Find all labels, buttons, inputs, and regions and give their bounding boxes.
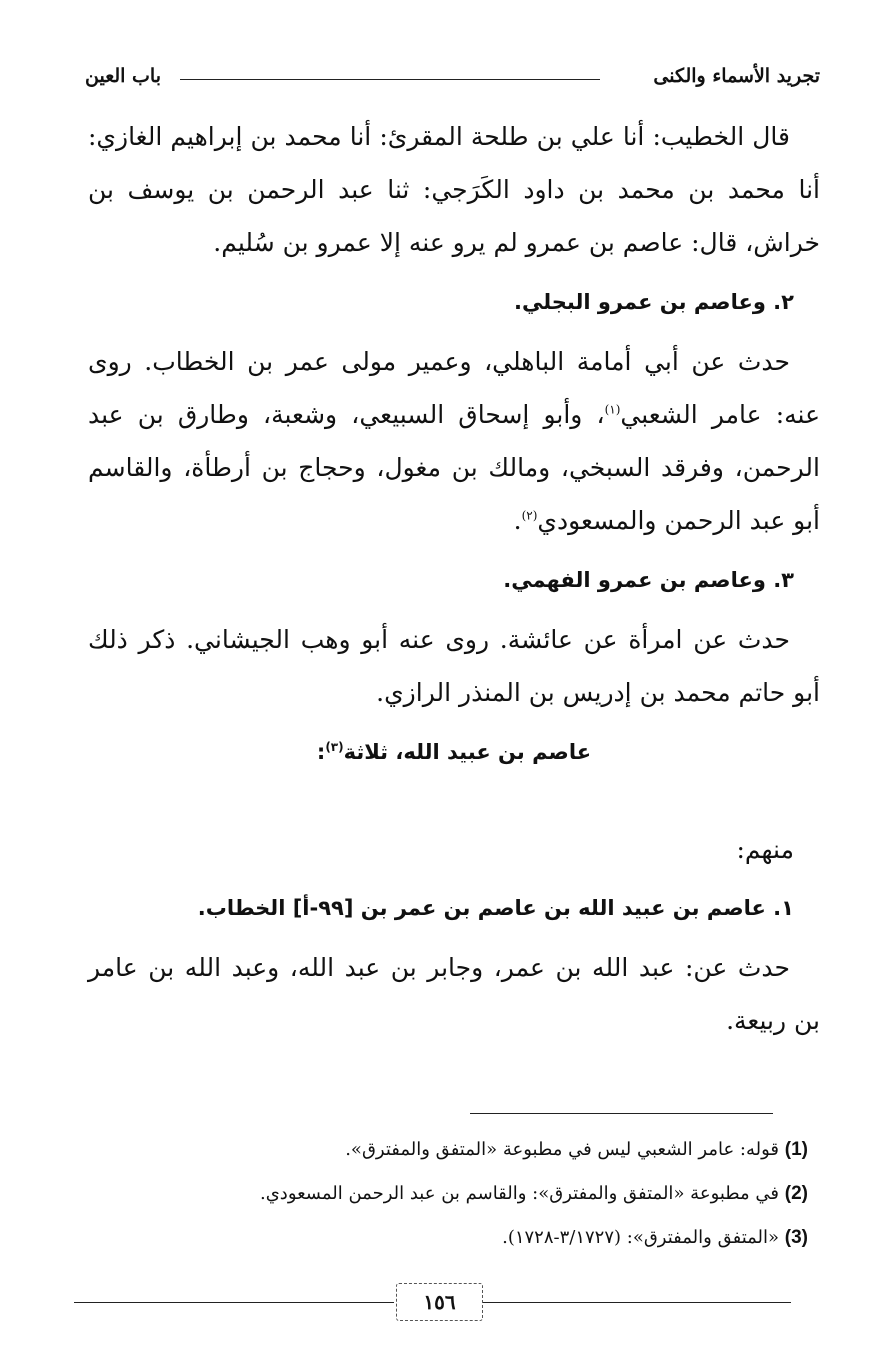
footnote-ref-3[interactable]: (٣) <box>325 740 344 754</box>
footnote-1 <box>90 1128 808 1172</box>
group-title <box>88 719 820 785</box>
page-footer <box>74 1283 791 1327</box>
entry-heading-fahmi: ٣. وعاصم بن عمرو الفهمي. <box>503 568 794 592</box>
footer-rule-left <box>74 1302 394 1303</box>
group-title-text: عاصم بن عبيد الله، ثلاثة <box>343 740 592 764</box>
minhum-label: منهم: <box>736 835 794 864</box>
footnote-number: (2) <box>784 1183 808 1204</box>
header-rule <box>180 79 600 80</box>
footnote-separator <box>470 1113 773 1114</box>
chapter-title: باب العين <box>85 65 162 87</box>
book-title: تجريد الأسماء والكنى <box>653 65 820 87</box>
main-text <box>88 110 820 1047</box>
footnote-text: «المتفق والمفترق»: (٣/١٧٢٧-١٧٢٨). <box>502 1227 780 1248</box>
footer-rule-right <box>483 1302 791 1303</box>
running-header <box>85 60 820 92</box>
paragraph-bajali <box>88 335 820 547</box>
footnote-number: (3) <box>784 1227 808 1248</box>
page-number: ١٥٦ <box>396 1283 483 1321</box>
text-run: ، وأبو إسحاق السبيعي، وشعبة، وطارق بن عبد الرحمن، وفرقد السبخي، ومالك بن مغول، وحجاج بن أرطأة، والقاسم أبو عبد الرحمن والمسعودي <box>88 400 820 535</box>
entry-heading-asim-ubaydallah: ١. عاصم بن عبيد الله بن عاصم بن عمر بن [٩٩-أ] الخطاب. <box>197 896 794 920</box>
footnote-2 <box>90 1172 808 1216</box>
paragraph-asim-ubaydallah: حدث عن: عبد الله بن عمر، وجابر بن عبد الله، وعبد الله بن عامر بن ربيعة. <box>88 953 820 1035</box>
footnote-number: (1) <box>784 1139 808 1160</box>
text-run: . <box>513 506 522 535</box>
group-title-colon: : <box>316 740 326 764</box>
entry-heading-bajali: ٢. وعاصم بن عمرو البجلي. <box>513 290 794 314</box>
footnote-ref-1[interactable]: (١) <box>604 402 621 417</box>
footnote-ref-2[interactable]: (٢) <box>521 508 538 523</box>
paragraph-khatib: قال الخطيب: أنا علي بن طلحة المقرئ: أنا محمد بن إبراهيم الغازي: أنا محمد بن محمد بن داود الكَرَجي: ثنا عبد الرحمن بن يوسف بن خراش، قال: عاصم بن عمرو لم يرو عنه إلا عمرو بن سُليم. <box>88 122 820 257</box>
footnote-text: قوله: عامر الشعبي ليس في مطبوعة «المتفق والمفترق». <box>345 1139 780 1160</box>
footnote-3 <box>90 1216 808 1260</box>
footnote-text: في مطبوعة «المتفق والمفترق»: والقاسم بن عبد الرحمن المسعودي. <box>260 1183 780 1204</box>
text-run: حدث عن أبي أمامة الباهلي، وعمير مولى عمر بن الخطاب. روى عنه: عامر الشعبي <box>88 347 821 429</box>
paragraph-fahmi: حدث عن امرأة عن عائشة. روى عنه أبو وهب الجيشاني. ذكر ذلك أبو حاتم محمد بن إدريس بن المنذر الرازي. <box>88 625 820 707</box>
footnotes <box>90 1128 808 1260</box>
